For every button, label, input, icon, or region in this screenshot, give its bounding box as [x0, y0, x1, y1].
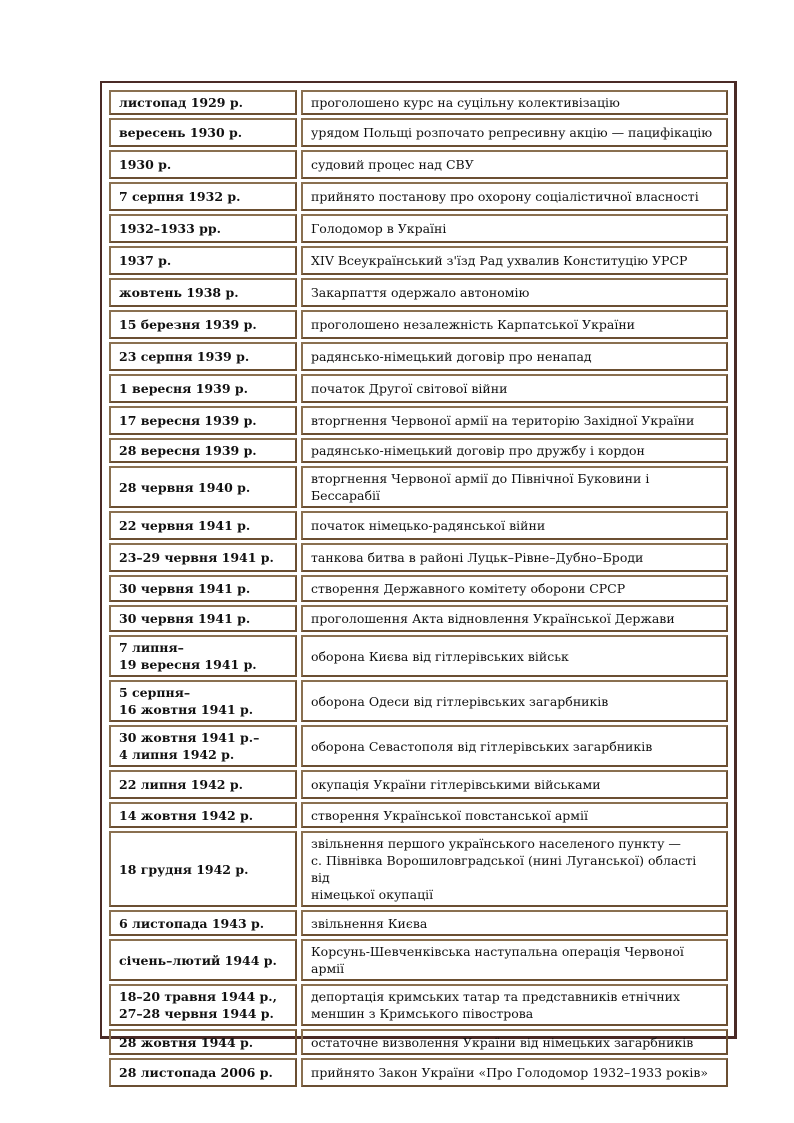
table-row [109, 910, 728, 936]
table-row [109, 984, 728, 1026]
event-cell: танкова битва в районі Луцьк–Рівне–Дубно–Броди [301, 543, 728, 572]
date-cell: 28 вересня 1939 р. [109, 438, 297, 463]
table-row [109, 90, 728, 115]
date-cell: вересень 1930 р. [109, 118, 297, 147]
event-cell: оборона Севастополя від гітлерівських загарбників [301, 725, 728, 767]
table-row [109, 802, 728, 828]
event-cell: прийнято Закон України «Про Голодомор 1932–1933 років» [301, 1058, 728, 1087]
table-row [109, 374, 728, 403]
event-cell: звільнення Києва [301, 910, 728, 936]
date-cell: 15 березня 1939 р. [109, 310, 297, 339]
table-row [109, 1058, 728, 1087]
event-cell: створення Державного комітету оборони СРСР [301, 575, 728, 602]
event-cell: оборона Києва від гітлерівських військ [301, 635, 728, 677]
event-cell: вторгнення Червоної армії до Північної Буковини і Бессарабії [301, 466, 728, 508]
date-cell: 30 жовтня 1941 р.– 4 липня 1942 р. [109, 725, 297, 767]
timeline-rows [109, 90, 728, 1087]
date-cell: 18 грудня 1942 р. [109, 831, 297, 907]
timeline-table-frame [100, 81, 737, 1080]
table-row [109, 182, 728, 211]
date-cell: 22 червня 1941 р. [109, 511, 297, 540]
event-cell: Голодомор в Україні [301, 214, 728, 243]
table-row [109, 438, 728, 463]
event-cell: оборона Одеси від гітлерівських загарбників [301, 680, 728, 722]
date-cell: жовтень 1938 р. [109, 278, 297, 307]
table-row [109, 680, 728, 722]
date-cell: 23–29 червня 1941 р. [109, 543, 297, 572]
event-cell: Корсунь-Шевченківська наступальна операція Червоної армії [301, 939, 728, 981]
date-cell: 23 серпня 1939 р. [109, 342, 297, 371]
event-cell: радянсько-німецький договір про ненапад [301, 342, 728, 371]
table-row [109, 406, 728, 435]
event-cell: проголошення Акта відновлення Української Держави [301, 605, 728, 632]
table-row [109, 831, 728, 907]
event-cell: звільнення першого українського населеного пункту — с. Півнівка Ворошиловградської (нині Луганської) області від німецької окупації [301, 831, 728, 907]
table-row [109, 246, 728, 275]
date-cell: листопад 1929 р. [109, 90, 297, 115]
date-cell: 14 жовтня 1942 р. [109, 802, 297, 828]
table-row [109, 278, 728, 307]
date-cell: 17 вересня 1939 р. [109, 406, 297, 435]
date-cell: 5 серпня– 16 жовтня 1941 р. [109, 680, 297, 722]
event-cell: прийнято постанову про охорону соціалістичної власності [301, 182, 728, 211]
date-cell: 18–20 травня 1944 р., 27–28 червня 1944 р. [109, 984, 297, 1026]
timeline-table [105, 87, 732, 1090]
date-cell: січень–лютий 1944 р. [109, 939, 297, 981]
table-row [109, 150, 728, 179]
date-cell: 1 вересня 1939 р. [109, 374, 297, 403]
table-row [109, 342, 728, 371]
event-cell: створення Української повстанської армії [301, 802, 728, 828]
date-cell: 28 листопада 2006 р. [109, 1058, 297, 1087]
event-cell: окупація України гітлерівськими військами [301, 770, 728, 799]
table-row [109, 635, 728, 677]
event-cell: початок Другої світової війни [301, 374, 728, 403]
table-row [109, 1029, 728, 1055]
event-cell: XIV Всеукраїнський з'їзд Рад ухвалив Конституцію УРСР [301, 246, 728, 275]
date-cell: 1930 р. [109, 150, 297, 179]
table-row [109, 725, 728, 767]
event-cell: судовий процес над СВУ [301, 150, 728, 179]
date-cell: 28 жовтня 1944 р. [109, 1029, 297, 1055]
date-cell: 28 червня 1940 р. [109, 466, 297, 508]
table-row [109, 466, 728, 508]
table-row [109, 770, 728, 799]
table-row [109, 939, 728, 981]
event-cell: проголошено курс на суцільну колективізацію [301, 90, 728, 115]
date-cell: 7 липня– 19 вересня 1941 р. [109, 635, 297, 677]
event-cell: остаточне визволення України від німецьких загарбників [301, 1029, 728, 1055]
table-row [109, 310, 728, 339]
date-cell: 6 листопада 1943 р. [109, 910, 297, 936]
event-cell: радянсько-німецький договір про дружбу і кордон [301, 438, 728, 463]
date-cell: 30 червня 1941 р. [109, 575, 297, 602]
table-row [109, 575, 728, 602]
event-cell: проголошено незалежність Карпатської України [301, 310, 728, 339]
date-cell: 7 серпня 1932 р. [109, 182, 297, 211]
event-cell: урядом Польщі розпочато репресивну акцію — пацифікацію [301, 118, 728, 147]
table-row [109, 543, 728, 572]
date-cell: 30 червня 1941 р. [109, 605, 297, 632]
date-cell: 22 липня 1942 р. [109, 770, 297, 799]
event-cell: депортація кримських татар та представників етнічних меншин з Кримського півострова [301, 984, 728, 1026]
event-cell: початок німецько-радянської війни [301, 511, 728, 540]
table-row [109, 605, 728, 632]
table-row [109, 118, 728, 147]
event-cell: вторгнення Червоної армії на територію Західної України [301, 406, 728, 435]
table-row [109, 511, 728, 540]
date-cell: 1932–1933 рр. [109, 214, 297, 243]
event-cell: Закарпаття одержало автономію [301, 278, 728, 307]
date-cell: 1937 р. [109, 246, 297, 275]
table-row [109, 214, 728, 243]
